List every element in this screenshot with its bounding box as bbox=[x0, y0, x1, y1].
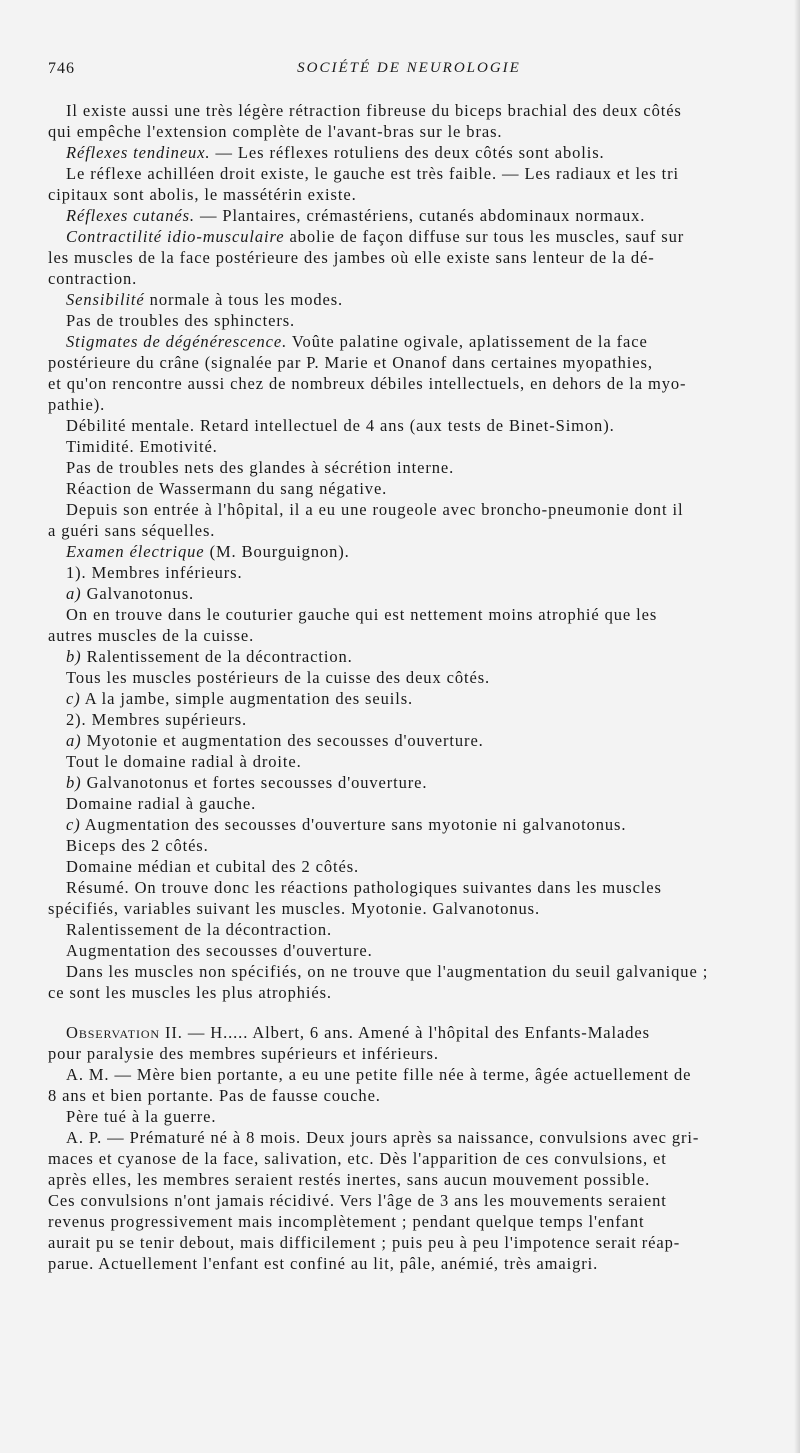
text-line bbox=[48, 856, 784, 877]
line-text: A la jambe, simple augmentation des seuils. bbox=[80, 689, 414, 708]
text-line bbox=[48, 226, 784, 247]
line-text: A. M. — Mère bien portante, a eu une petite fille née à terme, âgée actuellement de bbox=[66, 1065, 692, 1084]
text-line bbox=[48, 877, 784, 898]
text-line bbox=[48, 898, 784, 919]
text-line bbox=[48, 1022, 784, 1043]
text-line bbox=[48, 709, 784, 730]
line-text: On en trouve dans le couturier gauche qui est nettement moins atrophié que les bbox=[66, 605, 658, 624]
italic-lead: Contractilité idio-musculaire bbox=[66, 227, 285, 246]
text-line bbox=[48, 1085, 784, 1106]
line-text: 1). Membres inférieurs. bbox=[66, 563, 243, 582]
page-header bbox=[48, 60, 770, 84]
line-text: 2). Membres supérieurs. bbox=[66, 710, 248, 729]
line-text: abolie de façon diffuse sur tous les muscles, sauf sur bbox=[284, 227, 685, 246]
page-number: 746 bbox=[48, 60, 75, 77]
line-text: Ces convulsions n'ont jamais récidivé. Vers l'âge de 3 ans les mouvements seraient bbox=[48, 1191, 667, 1210]
text-line bbox=[48, 352, 784, 373]
text-line bbox=[48, 205, 784, 226]
line-text: Réaction de Wassermann du sang négative. bbox=[66, 479, 388, 498]
text-line bbox=[48, 331, 784, 352]
text-line bbox=[48, 373, 784, 394]
text-line bbox=[48, 1064, 784, 1085]
line-text: après elles, les membres seraient restés inertes, sans aucun mouvement possible. bbox=[48, 1170, 651, 1189]
line-text: a guéri sans séquelles. bbox=[48, 521, 216, 540]
line-text: et qu'on rencontre aussi chez de nombreux débiles intellectuels, en dehors de la myo- bbox=[48, 374, 687, 393]
line-text: spécifiés, variables suivant les muscles. Myotonie. Galvanotonus. bbox=[48, 899, 540, 918]
line-text: Dans les muscles non spécifiés, on ne trouve que l'augmentation du seuil galvanique ; bbox=[66, 962, 709, 981]
text-line bbox=[48, 1211, 784, 1232]
observation-heading: Observation II. bbox=[66, 1023, 183, 1042]
paragraph-gap bbox=[48, 1003, 784, 1022]
line-text: Pas de troubles des sphincters. bbox=[66, 311, 296, 330]
text-line bbox=[48, 499, 784, 520]
body-text bbox=[48, 100, 784, 1274]
text-line bbox=[48, 1148, 784, 1169]
line-text: Le réflexe achilléen droit existe, le gauche est très faible. — Les radiaux et les tri bbox=[66, 164, 679, 183]
line-text: Domaine radial à gauche. bbox=[66, 794, 257, 813]
text-line bbox=[48, 1169, 784, 1190]
line-text: Ralentissement de la décontraction. bbox=[66, 920, 333, 939]
text-line bbox=[48, 436, 784, 457]
line-text: aurait pu se tenir debout, mais difficilement ; puis peu à peu l'impotence serait réap- bbox=[48, 1233, 681, 1252]
text-line bbox=[48, 184, 784, 205]
line-text: cipitaux sont abolis, le massétérin existe. bbox=[48, 185, 357, 204]
text-line bbox=[48, 625, 784, 646]
italic-lead: a) bbox=[66, 731, 82, 750]
text-line bbox=[48, 730, 784, 751]
text-line bbox=[48, 478, 784, 499]
line-text: Débilité mentale. Retard intellectuel de 4 ans (aux tests de Binet-Simon). bbox=[66, 416, 615, 435]
text-line bbox=[48, 562, 784, 583]
line-text: postérieure du crâne (signalée par P. Marie et Onanof dans certaines myopathies, bbox=[48, 353, 653, 372]
text-line bbox=[48, 583, 784, 604]
line-text: Augmentation des secousses d'ouverture. bbox=[66, 941, 373, 960]
line-text: Tout le domaine radial à droite. bbox=[66, 752, 302, 771]
text-line bbox=[48, 604, 784, 625]
line-text: autres muscles de la cuisse. bbox=[48, 626, 255, 645]
line-text: normale à tous les modes. bbox=[144, 290, 344, 309]
line-text: les muscles de la face postérieure des jambes où elle existe sans lenteur de la dé- bbox=[48, 248, 655, 267]
line-text: Augmentation des secousses d'ouverture sans myotonie ni galvanotonus. bbox=[80, 815, 627, 834]
italic-lead: b) bbox=[66, 647, 82, 666]
italic-lead: Réflexes tendineux. bbox=[66, 143, 211, 162]
text-line bbox=[48, 793, 784, 814]
line-text: Timidité. Emotivité. bbox=[66, 437, 218, 456]
text-line bbox=[48, 751, 784, 772]
line-text: — Les réflexes rotuliens des deux côtés sont abolis. bbox=[210, 143, 605, 162]
text-line bbox=[48, 457, 784, 478]
line-text: Il existe aussi une très légère rétraction fibreuse du biceps brachial des deux côtés bbox=[66, 101, 682, 120]
text-line bbox=[48, 289, 784, 310]
text-line bbox=[48, 310, 784, 331]
text-line bbox=[48, 142, 784, 163]
line-text: 8 ans et bien portante. Pas de fausse couche. bbox=[48, 1086, 381, 1105]
italic-lead: Examen électrique bbox=[66, 542, 205, 561]
italic-lead: Stigmates de dégénérescence. bbox=[66, 332, 288, 351]
line-text: Père tué à la guerre. bbox=[66, 1107, 217, 1126]
text-line bbox=[48, 247, 784, 268]
italic-lead: c) bbox=[66, 815, 81, 834]
text-line bbox=[48, 961, 784, 982]
line-text: Biceps des 2 côtés. bbox=[66, 836, 209, 855]
text-line bbox=[48, 667, 784, 688]
line-text: Galvanotonus. bbox=[81, 584, 195, 603]
line-text: contraction. bbox=[48, 269, 138, 288]
text-line bbox=[48, 1127, 784, 1148]
text-line bbox=[48, 520, 784, 541]
text-line bbox=[48, 919, 784, 940]
text-line bbox=[48, 541, 784, 562]
text-line bbox=[48, 1043, 784, 1064]
italic-lead: Sensibilité bbox=[66, 290, 145, 309]
line-text: pathie). bbox=[48, 395, 106, 414]
line-text: qui empêche l'extension complète de l'avant-bras sur le bras. bbox=[48, 122, 503, 141]
line-text: Galvanotonus et fortes secousses d'ouverture. bbox=[81, 773, 428, 792]
line-text: Résumé. On trouve donc les réactions pathologiques suivantes dans les muscles bbox=[66, 878, 662, 897]
line-text: ce sont les muscles les plus atrophiés. bbox=[48, 983, 332, 1002]
line-text: Ralentissement de la décontraction. bbox=[81, 647, 353, 666]
text-line bbox=[48, 100, 784, 121]
text-line bbox=[48, 835, 784, 856]
text-line bbox=[48, 1106, 784, 1127]
text-line bbox=[48, 121, 784, 142]
text-line bbox=[48, 1232, 784, 1253]
line-text: pour paralysie des membres supérieurs et inférieurs. bbox=[48, 1044, 439, 1063]
line-text: maces et cyanose de la face, salivation, etc. Dès l'apparition de ces convulsions, et bbox=[48, 1149, 667, 1168]
text-line bbox=[48, 268, 784, 289]
italic-lead: Réflexes cutanés. bbox=[66, 206, 195, 225]
running-title: SOCIÉTÉ DE NEUROLOGIE bbox=[297, 60, 521, 76]
italic-lead: b) bbox=[66, 773, 82, 792]
text-line bbox=[48, 772, 784, 793]
text-line bbox=[48, 1190, 784, 1211]
line-text: Domaine médian et cubital des 2 côtés. bbox=[66, 857, 360, 876]
text-line bbox=[48, 163, 784, 184]
line-text: Tous les muscles postérieurs de la cuisse des deux côtés. bbox=[66, 668, 491, 687]
text-line bbox=[48, 1253, 784, 1274]
line-text: Depuis son entrée à l'hôpital, il a eu une rougeole avec broncho-pneumonie dont il bbox=[66, 500, 684, 519]
text-line bbox=[48, 940, 784, 961]
line-text: — H..... Albert, 6 ans. Amené à l'hôpital des Enfants-Malades bbox=[182, 1023, 650, 1042]
line-text: A. P. — Prématuré né à 8 mois. Deux jours après sa naissance, convulsions avec gri- bbox=[66, 1128, 700, 1147]
line-text: parue. Actuellement l'enfant est confiné au lit, pâle, anémié, très amaigri. bbox=[48, 1254, 599, 1273]
line-text: Voûte palatine ogivale, aplatissement de la face bbox=[287, 332, 648, 351]
italic-lead: a) bbox=[66, 584, 82, 603]
line-text: — Plantaires, crémastériens, cutanés abdominaux normaux. bbox=[194, 206, 646, 225]
text-line bbox=[48, 415, 784, 436]
line-text: (M. Bourguignon). bbox=[204, 542, 350, 561]
text-line bbox=[48, 814, 784, 835]
italic-lead: c) bbox=[66, 689, 81, 708]
text-line bbox=[48, 646, 784, 667]
text-line bbox=[48, 688, 784, 709]
line-text: revenus progressivement mais incomplètement ; pendant quelque temps l'enfant bbox=[48, 1212, 645, 1231]
text-line bbox=[48, 982, 784, 1003]
text-line bbox=[48, 394, 784, 415]
line-text: Myotonie et augmentation des secousses d'ouverture. bbox=[81, 731, 484, 750]
line-text: Pas de troubles nets des glandes à sécrétion interne. bbox=[66, 458, 455, 477]
page-edge-shadow bbox=[794, 0, 800, 1453]
